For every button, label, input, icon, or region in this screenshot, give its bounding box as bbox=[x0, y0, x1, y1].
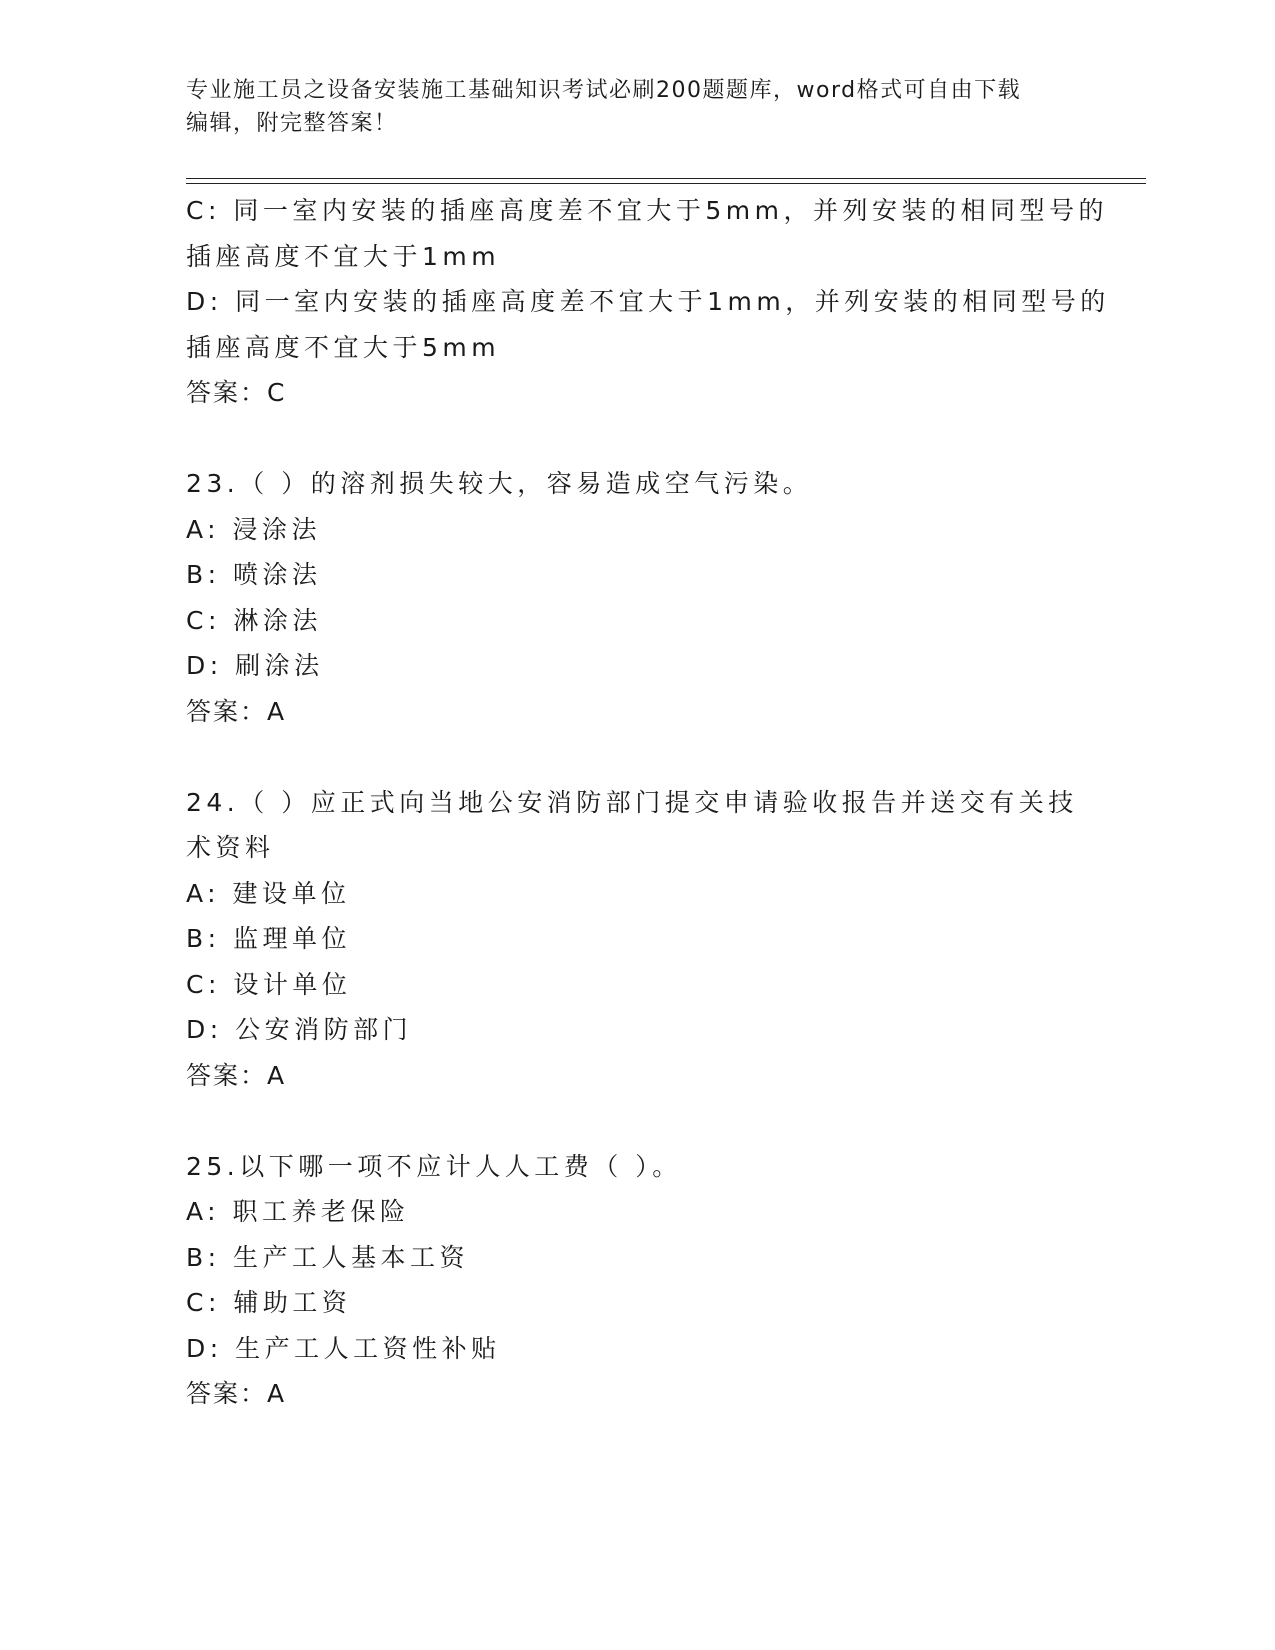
option-c: C: 同一室内安装的插座高度差不宜大于5mm，并列安装的相同型号的 bbox=[186, 196, 1108, 225]
option-d: D: 生产工人工资性补贴 bbox=[186, 1333, 501, 1363]
question-24 bbox=[186, 780, 1086, 1099]
question-text: 24.（ ）应正式向当地公安消防部门提交申请验收报告并送交有关技 bbox=[186, 787, 1078, 817]
option-a: A: 职工养老保险 bbox=[186, 1197, 410, 1226]
option-b: B: 监理单位 bbox=[186, 924, 352, 953]
header-line-1: 专业施工员之设备安装施工基础知识考试必刷200题题库，word格式可自由下载 bbox=[186, 78, 1022, 103]
option-b: B: 喷涂法 bbox=[186, 560, 322, 589]
spacer bbox=[186, 734, 1086, 780]
question-text-continued: 术资料 bbox=[186, 833, 275, 862]
document-header bbox=[186, 74, 1066, 140]
spacer bbox=[186, 416, 1086, 462]
question-text: 23.（ ）的溶剂损失较大，容易造成空气污染。 bbox=[186, 469, 813, 498]
option-c: C: 设计单位 bbox=[186, 969, 352, 999]
question-content bbox=[186, 188, 1110, 1417]
question-23 bbox=[186, 461, 1086, 734]
question-25 bbox=[186, 1144, 1086, 1417]
question-text: 25.以下哪一项不应计人人工费（ ）。 bbox=[186, 1151, 682, 1181]
answer: 答案：A bbox=[186, 696, 287, 726]
option-c: C: 辅助工资 bbox=[186, 1288, 352, 1317]
option-c: C: 淋涂法 bbox=[186, 605, 322, 635]
option-d: D: 同一室内安装的插座高度差不宜大于1mm，并列安装的相同型号的 bbox=[186, 287, 1110, 316]
option-b: B: 生产工人基本工资 bbox=[186, 1242, 470, 1272]
answer: 答案：A bbox=[186, 1060, 287, 1090]
option-d: D: 公安消防部门 bbox=[186, 1015, 413, 1044]
option-c-continued: 插座高度不宜大于1mm bbox=[186, 241, 501, 271]
option-d: D: 刷涂法 bbox=[186, 651, 324, 680]
option-d-continued: 插座高度不宜大于5mm bbox=[186, 332, 501, 362]
header-double-rule bbox=[186, 178, 1146, 184]
question-22-tail bbox=[186, 188, 1110, 416]
option-a: A: 建设单位 bbox=[186, 878, 351, 908]
answer: 答案：C bbox=[186, 378, 287, 407]
answer: 答案：A bbox=[186, 1379, 287, 1408]
option-a: A: 浸涂法 bbox=[186, 514, 322, 544]
header-line-2: 编辑，附完整答案！ bbox=[186, 111, 398, 136]
spacer bbox=[186, 1098, 1086, 1144]
